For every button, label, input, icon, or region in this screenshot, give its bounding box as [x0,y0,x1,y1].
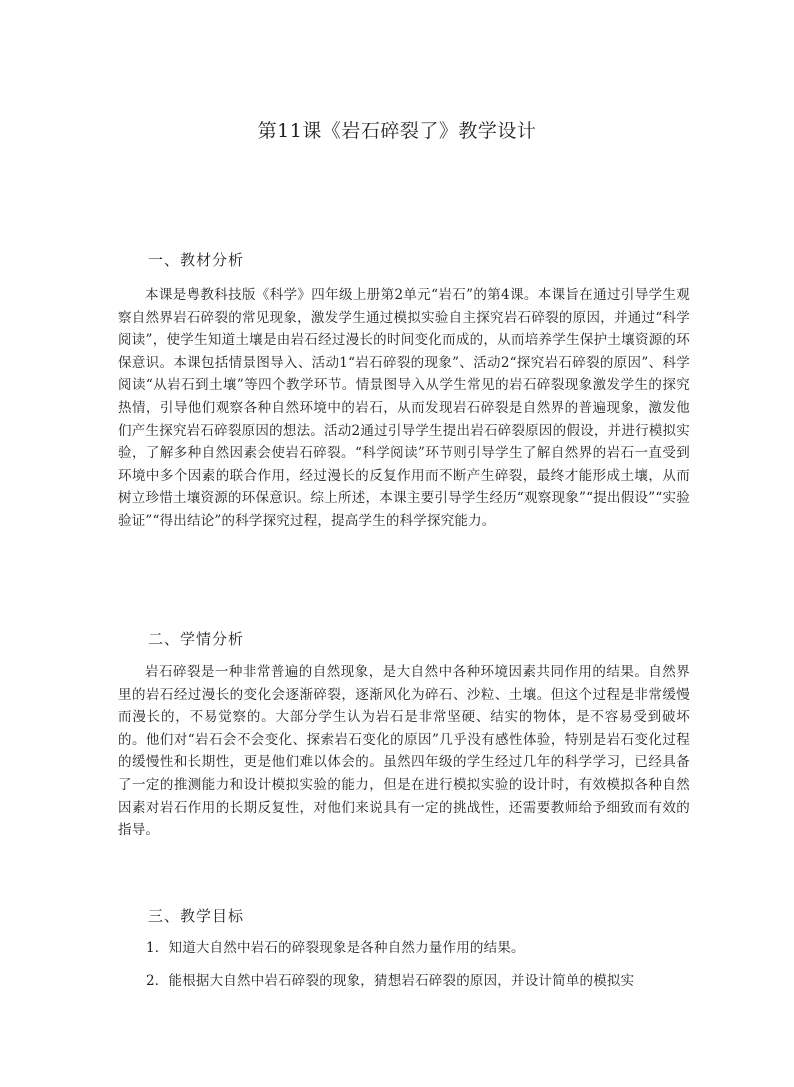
section-heading-teaching-objectives: 三、教学目标 [148,907,245,925]
objective-item: 2．能根据大自然中岩石碎裂的现象，猜想岩石碎裂的原因，并设计简单的模拟实 [146,973,635,989]
section-heading-textbook-analysis: 一、教材分析 [148,251,245,269]
document-title: 第11课《岩石碎裂了》教学设计 [257,120,537,142]
section-heading-learner-analysis: 二、学情分析 [148,630,245,648]
paragraph-textbook-analysis: 本课是粤教科技版《科学》四年级上册第2单元“岩石”的第4课。本课旨在通过引导学生观察自然界岩石碎裂的常见现象，激发学生通过模拟实验自主探究岩石碎裂的原因，并通过“科学阅读”，使学生知道土壤是由岩石经过漫长的时间变化而成的，从而培养学生保护土壤资源的环保意识。本课包括情景图导入、活动1“岩石碎裂的现象”、活动2“探究岩石碎裂的原因”、科学阅读“从岩石到土壤”等四个教学环节。情景图导入从学生常见的岩石碎裂现象激发学生的探究热情，引导他们观察各种自然环境中的岩石，从而发现岩石碎裂是自然界的普遍现象，激发他们产生探究岩石碎裂原因的想法。活动2通过引导学生提出岩石碎裂原因的假设，并进行模拟实验，了解多种自然因素会使岩石碎裂。“科学阅读”环节则引导学生了解自然界的岩石一直受到环境中多个因素的联合作用，经过漫长的反复作用而不断产生碎裂，最终才能形成土壤，从而树立珍惜土壤资源的环保意识。综上所述，本课主要引导学生经历“观察现象”“提出假设”“实验验证”“得出结论”的科学探究过程，提高学生的科学探究能力。 [118,287,690,529]
objective-item: 1．知道大自然中岩石的碎裂现象是各种自然力量作用的结果。 [146,940,525,956]
paragraph-learner-analysis: 岩石碎裂是一种非常普遍的自然现象，是大自然中各种环境因素共同作用的结果。自然界里的岩石经过漫长的变化会逐渐碎裂，逐渐风化为碎石、沙粒、土壤。但这个过程是非常缓慢而漫长的，不易觉察的。大部分学生认为岩石是非常坚硬、结实的物体，是不容易受到破坏的。他们对“岩石会不会变化、探索岩石变化的原因”几乎没有感性体验，特别是岩石变化过程的缓慢性和长期性，更是他们难以体会的。虽然四年级的学生经过几年的科学学习，已经具备了一定的推测能力和设计模拟实验的能力，但是在进行模拟实验的设计时，有效模拟各种自然因素对岩石作用的长期反复性，对他们来说具有一定的挑战性，还需要教师给予细致而有效的指导。 [118,664,690,839]
